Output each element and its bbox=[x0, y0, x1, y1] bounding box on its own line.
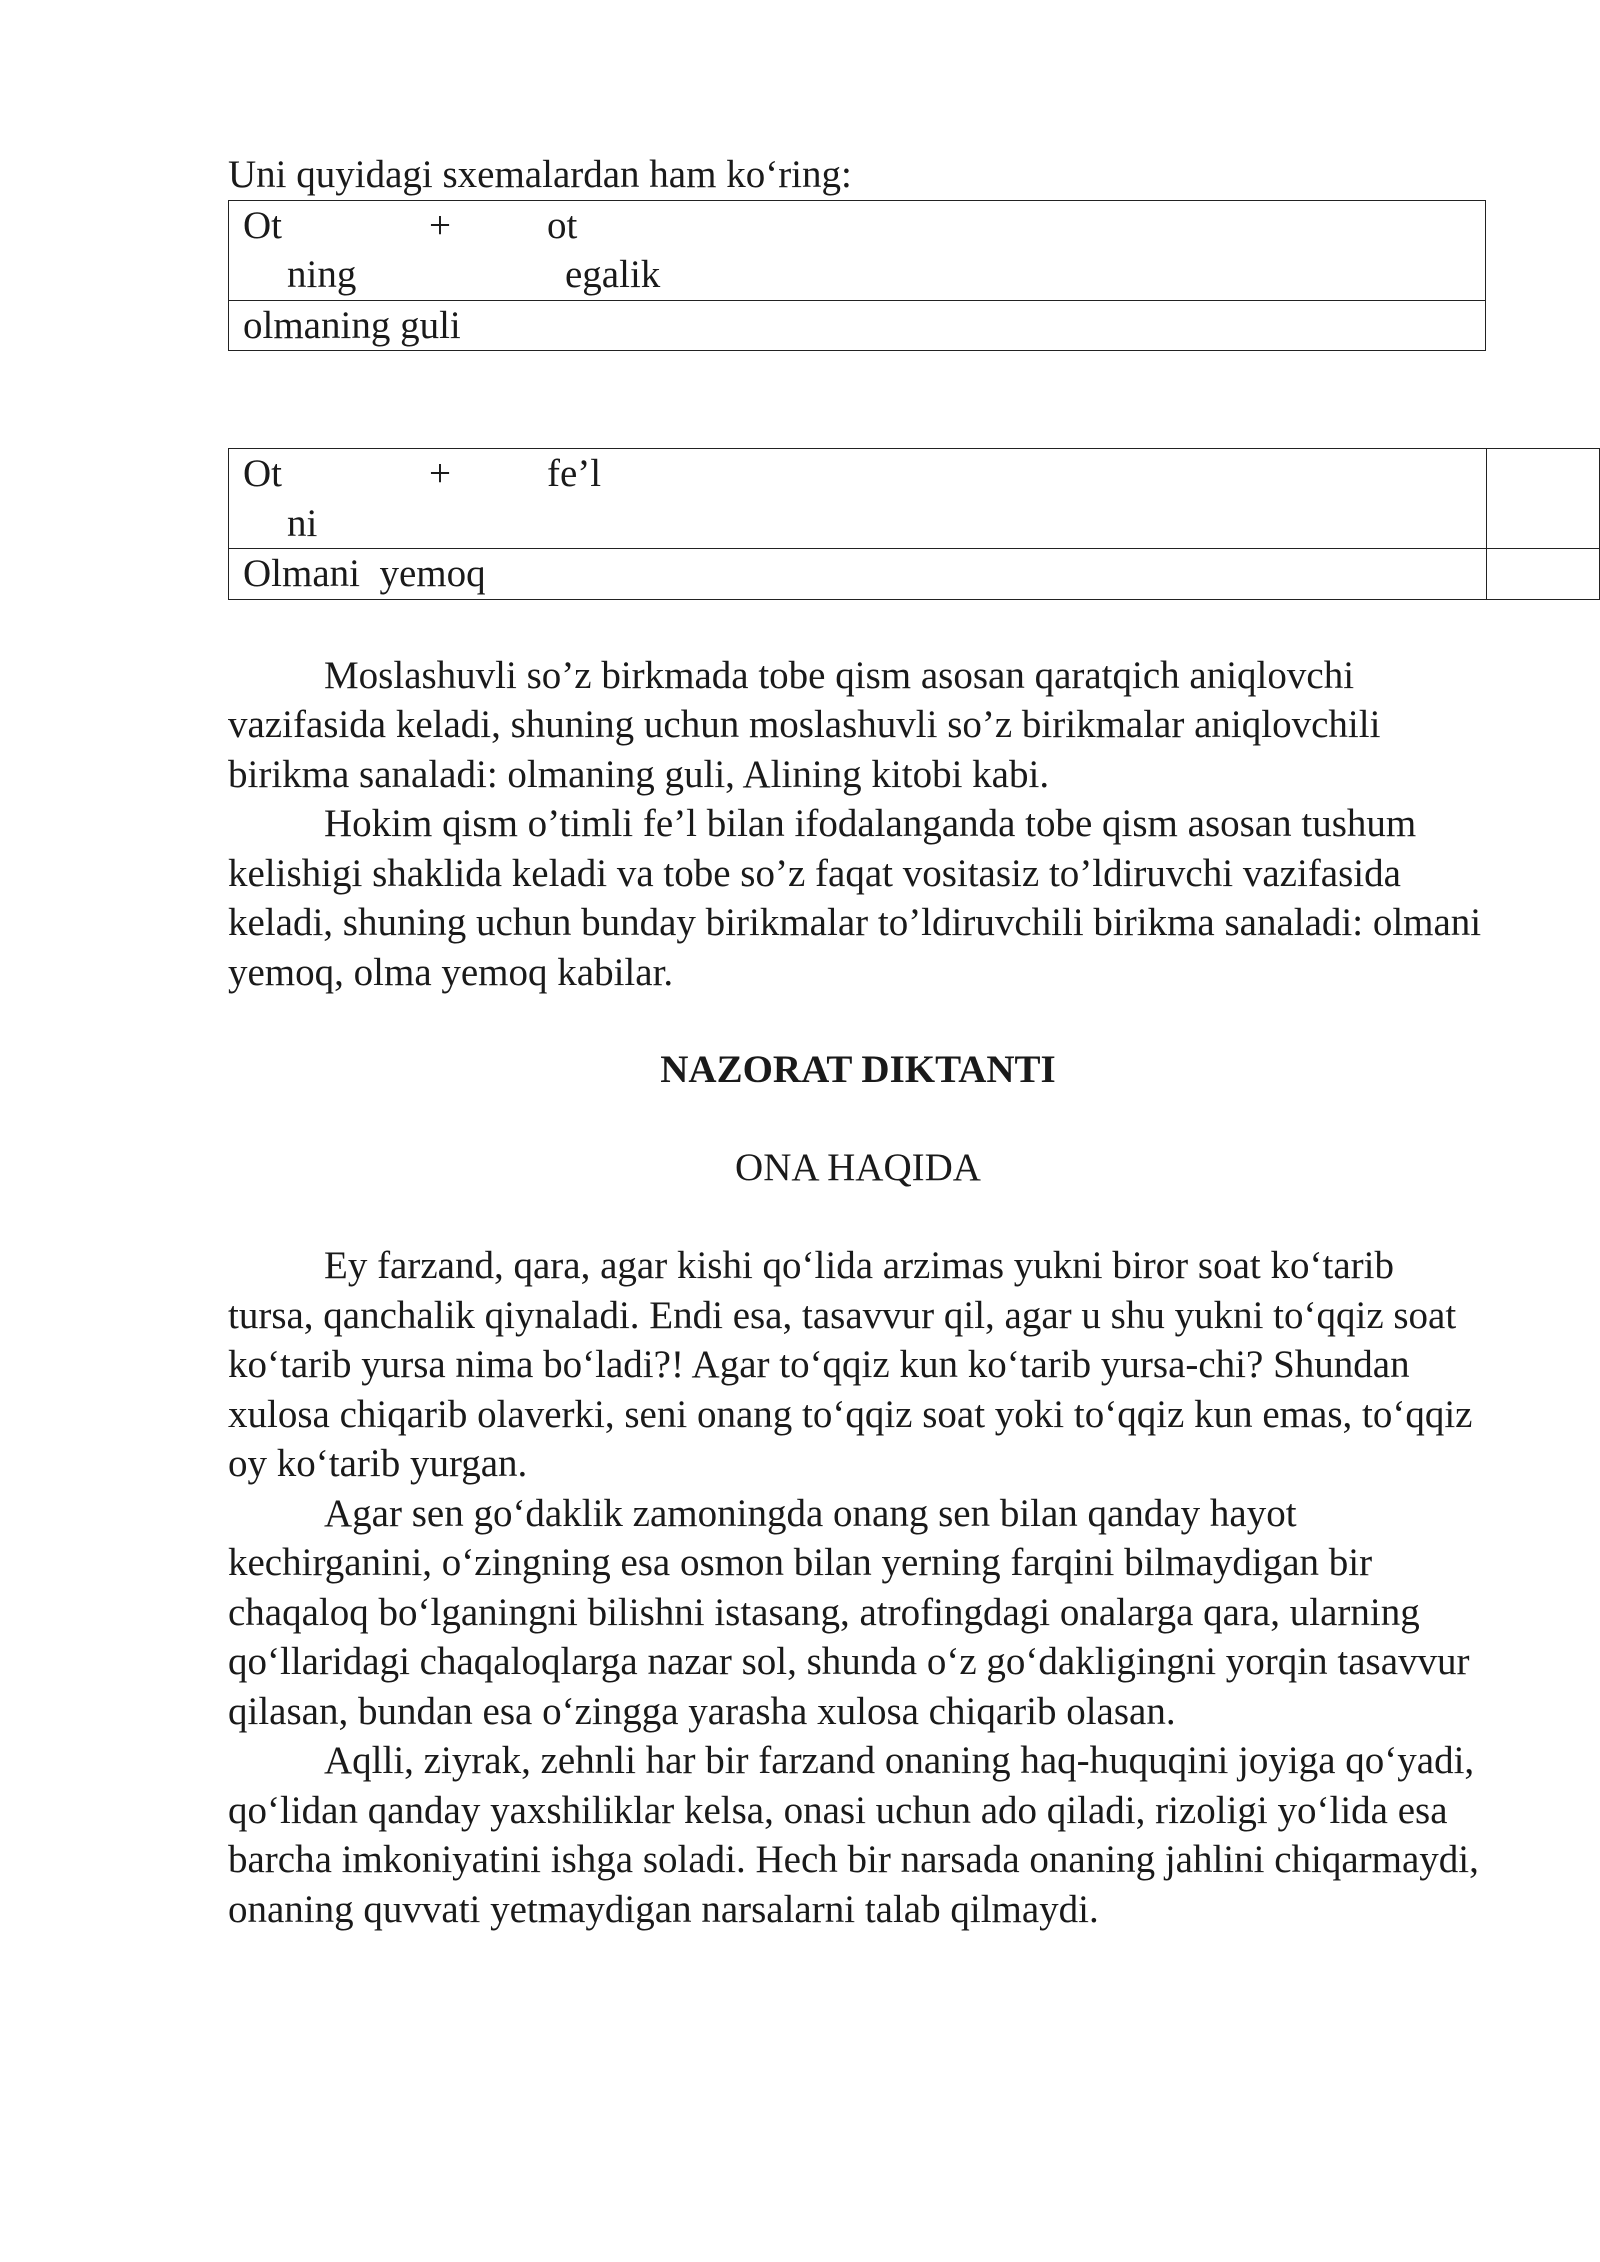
body-paragraph: Moslashuvli so’z birkmada tobe qism asosan qaratqich aniqlovchi vazifasida keladi, shuning uchun moslashuvli so’z birikmalar aniqlovchili birikma sanaladi: olmaning guli, Alining kitobi kabi. bbox=[228, 653, 1381, 796]
body-paragraph: Aqlli, ziyrak, zehnli har bir farzand onaning haq-huquqini joyiga qo‘yadi, qo‘lidan qanday yaxshiliklar kelsa, onasi uchun ado qiladi, rizoligi yo‘lida esa barcha imkoniyatini ishga soladi. Hech bir narsada onaning jahlini chiqarmaydi, onaning quvvati yetmaydigan narsalarni talab qilmaydi. bbox=[228, 1739, 1479, 1931]
section-heading: NAZORAT DIKTANTI bbox=[660, 1048, 1056, 1091]
scheme-empty-cell bbox=[1487, 549, 1600, 600]
body-paragraph: Hokim qism o’timli fe’l bilan ifodalanganda tobe qism asosan tushum kelishigi shaklida keladi va tobe so’z faqat vositasiz to’ldiruvchi vazifasida keladi, shuning uchun bunday birikmalar to’ldiruvchili birikma sanaladi: olmani yemoq, olma yemoq kabilar. bbox=[228, 802, 1482, 994]
scheme-table-accusative bbox=[228, 448, 1600, 600]
scheme-empty-cell bbox=[1487, 449, 1600, 549]
scheme-formula-cell bbox=[229, 200, 1486, 300]
scheme-example-cell: olmaning guli bbox=[229, 300, 1486, 351]
scheme-plus-sign: + bbox=[429, 452, 451, 495]
scheme-formula-cell bbox=[229, 449, 1487, 549]
scheme-suffix-label: ning bbox=[287, 253, 357, 296]
scheme-plus-sign: + bbox=[429, 203, 451, 247]
body-paragraph: Ey farzand, qara, agar kishi qo‘lida arzimas yukni biror soat ko‘tarib tursa, qanchalik qiynaladi. Endi esa, tasavvur qil, agar u shu yukni to‘qqiz soat ko‘tarib yursa nima bo‘ladi?! Agar to‘qqiz kun ko‘tarib yursa-chi? Shundan xulosa chiqarib olaverki, seni onang to‘qqiz soat yoki to‘qqiz kun emas, to‘qqiz oy ko‘tarib yurgan. bbox=[228, 1244, 1473, 1485]
scheme-noun-label: Ot bbox=[243, 203, 282, 247]
scheme-noun2-label: ot bbox=[547, 203, 578, 247]
body-paragraph: Agar sen go‘daklik zamoningda onang sen bilan qanday hayot kechirganini, o‘zingning esa osmon bilan yerning farqini bilmaydigan bir chaqaloq bo‘lganingni bilishni istasang, atrofingdagi onalarga qara, ularning qo‘llaridagi chaqaloqlarga nazar sol, shunda o‘z go‘dakligingni yorqin tasavvur qilasan, bundan esa o‘zingga yarasha xulosa chiqarib olasan. bbox=[228, 1491, 1470, 1733]
scheme-noun-label: Ot bbox=[243, 452, 282, 495]
document-page bbox=[228, 150, 1488, 1934]
dictation-title: ONA HAQIDA bbox=[735, 1145, 981, 1189]
scheme-possessive-label: egalik bbox=[565, 253, 661, 296]
scheme-suffix-label: ni bbox=[287, 501, 318, 545]
scheme-table-genitive bbox=[228, 200, 1486, 352]
scheme-example-cell: Olmani yemoq bbox=[229, 549, 1487, 600]
scheme-verb-label: fe’l bbox=[547, 452, 602, 495]
intro-line: Uni quyidagi sxemalardan ham ko‘ring: bbox=[228, 153, 852, 196]
